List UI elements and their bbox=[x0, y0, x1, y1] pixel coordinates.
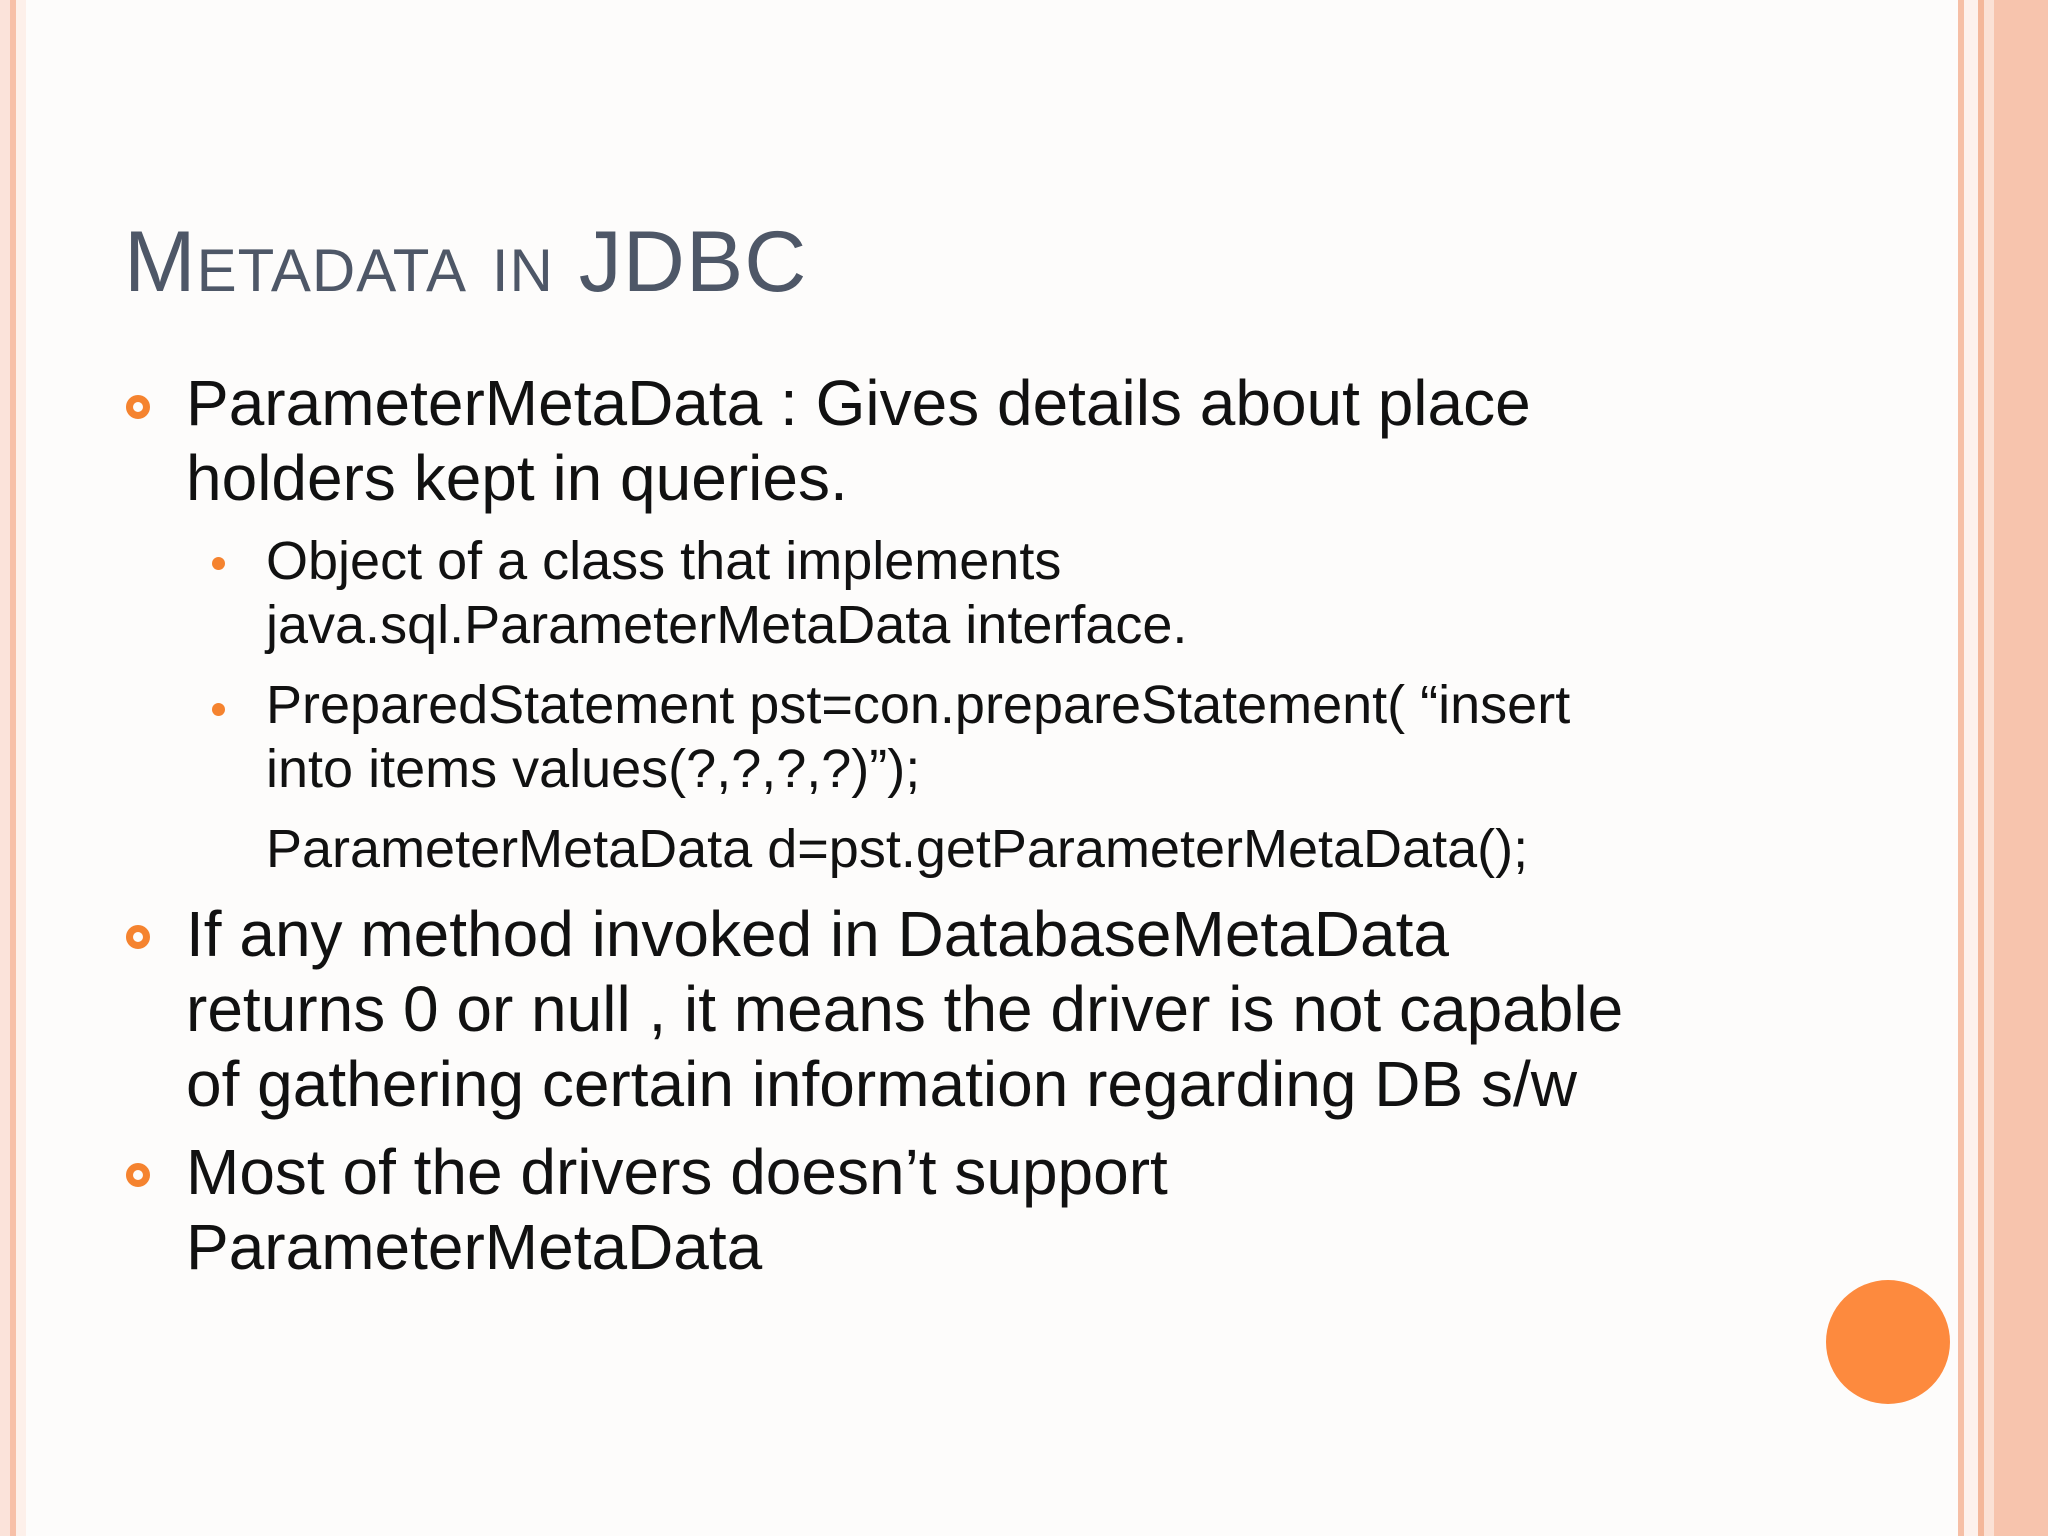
bullet-line: Most of the drivers doesn’t support bbox=[186, 1136, 1168, 1208]
code-continuation-text bbox=[266, 817, 1528, 881]
ring-bullet-icon bbox=[126, 925, 150, 949]
sub-bullet-2-text bbox=[266, 673, 1570, 801]
dot-bullet-icon bbox=[212, 557, 225, 570]
sub-bullet-line: Object of a class that implements bbox=[266, 531, 1062, 591]
bullet-line: holders kept in queries. bbox=[186, 442, 848, 514]
ring-bullet-icon bbox=[126, 1163, 150, 1187]
continuation-line: ParameterMetaData d=pst.getParameterMetaData(); bbox=[266, 819, 1529, 879]
bullet-line: of gathering certain information regarding DB s/w bbox=[186, 1048, 1577, 1120]
bullet-line: If any method invoked in DatabaseMetaData bbox=[186, 898, 1449, 970]
slide-title: Metadata in JDBC bbox=[124, 214, 808, 310]
sub-bullet-line: PreparedStatement pst=con.prepareStatement( “insert bbox=[266, 675, 1571, 735]
sub-bullet-line: java.sql.ParameterMetaData interface. bbox=[266, 595, 1188, 655]
bullet-1-text bbox=[186, 366, 1531, 516]
sub-bullet-1-text bbox=[266, 529, 1187, 657]
bullet-line: ParameterMetaData bbox=[186, 1211, 763, 1283]
dot-bullet-icon bbox=[212, 703, 225, 716]
bullet-2-text bbox=[186, 897, 1623, 1122]
bullet-line: returns 0 or null , it means the driver is not capable bbox=[186, 973, 1624, 1045]
sub-bullet-line: into items values(?,?,?,?)”); bbox=[266, 739, 921, 799]
bullet-3-text bbox=[186, 1135, 1168, 1285]
bullet-line: ParameterMetaData : Gives details about place bbox=[186, 367, 1531, 439]
ring-bullet-icon bbox=[126, 395, 150, 419]
